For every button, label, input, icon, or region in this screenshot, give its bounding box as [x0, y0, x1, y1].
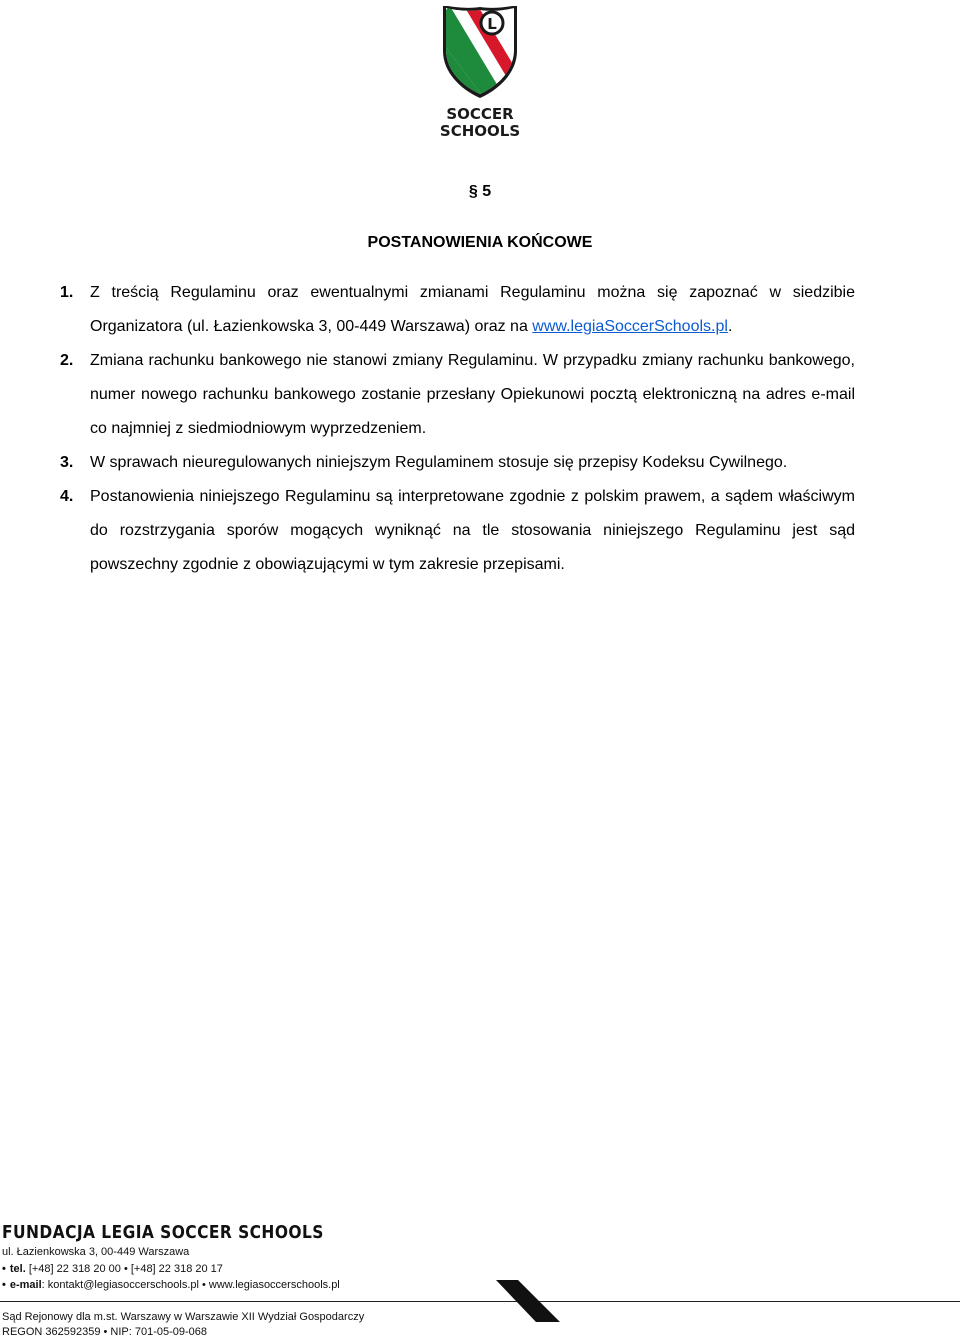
- footer-regon-nip: REGON 362592359 • NIP: 701-05-09-068: [2, 1326, 208, 1338]
- section-mark: § 5: [468, 183, 492, 200]
- logo-line-1: SOCCER: [446, 105, 514, 123]
- footer-court: Sąd Rejonowy dla m.st. Warszawy w Warszawie XII Wydział Gospodarczy: [2, 1311, 365, 1323]
- footer: [0, 1220, 960, 1339]
- logo-line-2: SCHOOLS: [440, 122, 520, 138]
- clause-number: 4.: [60, 488, 74, 505]
- email-value: : kontakt@legiasoccerschools.pl • www.legiasoccerschools.pl: [41, 1279, 340, 1291]
- soccer-schools-logo: [440, 6, 520, 138]
- footer-divider: [0, 1301, 960, 1302]
- clause-number: 1.: [60, 284, 74, 301]
- clause-number: 3.: [60, 454, 74, 471]
- clause-text: W sprawach nieuregulowanych niniejszym Regulaminem stosuje się przepisy Kodeksu Cywilnego.: [90, 454, 788, 471]
- foundation-name: FUNDACJA LEGIA SOCCER SCHOOLS: [2, 1222, 324, 1243]
- clause-text: Postanowienia niniejszego Regulaminu są interpretowane zgodnie z polskim prawem, a sądem właściwym do rozstrzygania sporów mogących wyniknąć na tle stosowania niniejszego Regulaminu jest sąd powszechny zgodnie z obowiązującymi w tym zakresie przepisami.: [90, 488, 855, 573]
- clause-list: [60, 276, 855, 582]
- email-label: e-mail: [9, 1279, 42, 1291]
- footer-email: [2, 1279, 340, 1291]
- website-link[interactable]: www.legiaSoccerSchools.pl: [532, 318, 728, 335]
- clause-1: [60, 276, 855, 344]
- footer-address: ul. Łazienkowska 3, 00-449 Warszawa: [2, 1246, 190, 1258]
- diagonal-stripe-icon: [496, 1276, 562, 1324]
- footer-phone: [2, 1263, 223, 1275]
- clause-text-end: .: [727, 318, 733, 335]
- clause-number: 2.: [60, 352, 74, 369]
- bullet-icon: •: [2, 1279, 6, 1291]
- phone-label: tel.: [9, 1263, 26, 1275]
- shield-emblem-icon: [440, 6, 520, 138]
- emblem-letter: L: [487, 15, 497, 33]
- clause-text: Z treścią Regulaminu oraz ewentualnymi zmianami Regulaminu można się zapoznać w siedzibie Organizatora (ul. Łazienkowska 3, 00-449 Warszawa) oraz na: [90, 284, 855, 335]
- clause-text: Zmiana rachunku bankowego nie stanowi zmiany Regulaminu. W przypadku zmiany rachunku bankowego, numer nowego rachunku bankowego zostanie przesłany Opiekunowi pocztą elektroniczną na adres e-mail co najmniej z siedmiodniowym wyprzedzeniem.: [90, 352, 855, 437]
- bullet-icon: •: [2, 1263, 6, 1275]
- clause-4: [60, 480, 855, 582]
- clause-2: [60, 344, 855, 446]
- section-title: POSTANOWIENIA KOŃCOWE: [367, 234, 593, 251]
- phone-value: [+48] 22 318 20 00 • [+48] 22 318 20 17: [28, 1263, 223, 1275]
- clause-3: [60, 446, 855, 480]
